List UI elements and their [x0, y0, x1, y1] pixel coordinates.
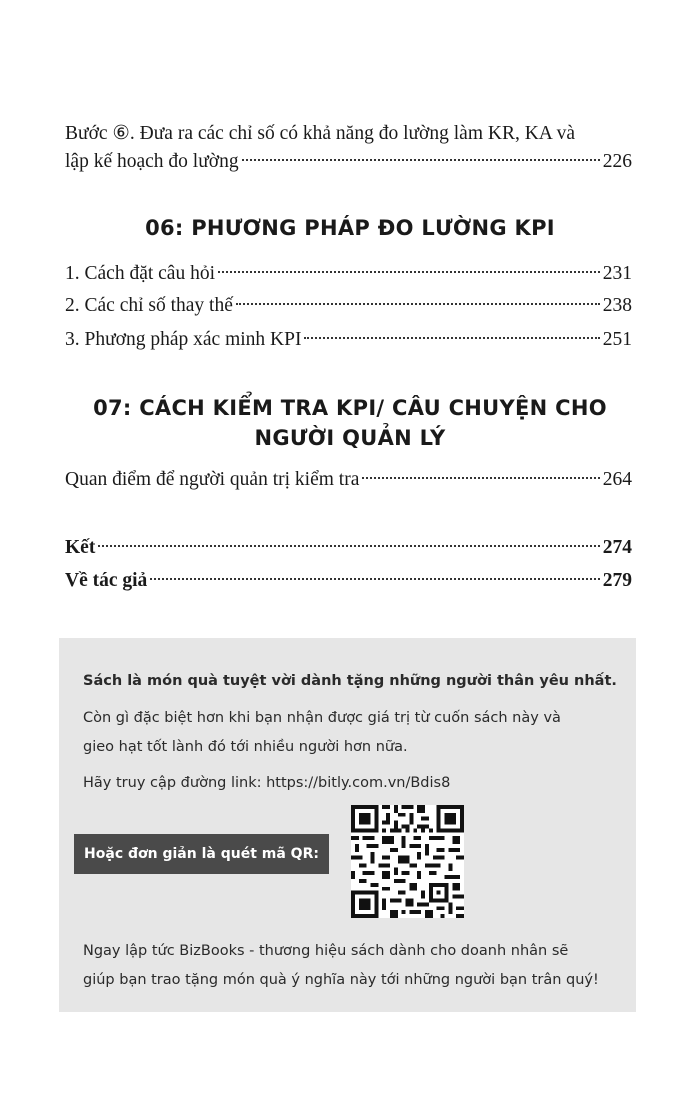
dot-leader [236, 303, 600, 305]
promo-footer-line-1: Ngay lập tức BizBooks - thương hiệu sách dành cho doanh nhân sẽ [83, 943, 569, 959]
dot-leader [304, 337, 599, 339]
toc-entry-label: lập kế hoạch đo lường [65, 151, 239, 172]
toc-entry-label: 1. Cách đặt câu hỏi [65, 263, 215, 284]
promo-line-1: Còn gì đặc biệt hơn khi bạn nhận được giá trị từ cuốn sách này và [83, 710, 561, 726]
toc-entry-label: Quan điểm để người quản trị kiểm tra [65, 469, 360, 490]
toc-entry-step6[interactable] [65, 146, 632, 178]
qr-label: Hoặc đơn giản là quét mã QR: [74, 834, 329, 874]
dot-leader [98, 545, 599, 547]
chapter-6-heading: 06: PHƯƠNG PHÁP ĐO LƯỜNG KPI [145, 216, 555, 240]
toc-entry-chi-so-thay-the[interactable] [65, 290, 632, 322]
dot-leader [362, 477, 599, 479]
toc-entry-ket[interactable] [65, 532, 632, 564]
toc-page-number: 251 [602, 329, 632, 350]
qr-code-icon[interactable] [351, 805, 464, 918]
toc-entry-ve-tac-gia[interactable] [65, 565, 632, 597]
promo-link-line[interactable]: Hãy truy cập đường link: https://bitly.com.vn/Bdis8 [83, 775, 451, 791]
toc-entry-xac-minh-kpi[interactable] [65, 324, 632, 356]
toc-page-number: 274 [602, 537, 632, 558]
toc-entry-cach-dat-cau-hoi[interactable] [65, 258, 632, 290]
toc-page-number: 226 [602, 151, 632, 172]
promo-line-2: gieo hạt tốt lành đó tới nhiều người hơn nữa. [83, 739, 408, 755]
toc-entry-label: 2. Các chỉ số thay thế [65, 295, 233, 316]
dot-leader [242, 159, 600, 161]
toc-entry-quan-diem[interactable] [65, 464, 632, 496]
toc-page-number: 279 [602, 570, 632, 591]
promo-title: Sách là món quà tuyệt vời dành tặng những người thân yêu nhất. [83, 673, 617, 689]
toc-page-number: 231 [602, 263, 632, 284]
dot-leader [218, 271, 600, 273]
chapter-7-heading-line2: NGƯỜI QUẢN LÝ [254, 426, 446, 450]
chapter-7-heading-line1: 07: CÁCH KIỂM TRA KPI/ CÂU CHUYỆN CHO [93, 396, 607, 420]
toc-page-number: 238 [602, 295, 632, 316]
promo-box [59, 638, 636, 1012]
promo-footer-line-2: giúp bạn trao tặng món quà ý nghĩa này tới những người bạn trân quý! [83, 972, 599, 988]
toc-entry-label: Kết [65, 537, 96, 558]
toc-entry-label: 3. Phương pháp xác minh KPI [65, 329, 302, 350]
toc-entry-label: Về tác giả [65, 570, 148, 591]
toc-page-number: 264 [602, 469, 632, 490]
dot-leader [150, 578, 599, 580]
toc-step6-line1: Bước ⑥. Đưa ra các chỉ số có khả năng đo lường làm KR, KA và [65, 123, 576, 144]
